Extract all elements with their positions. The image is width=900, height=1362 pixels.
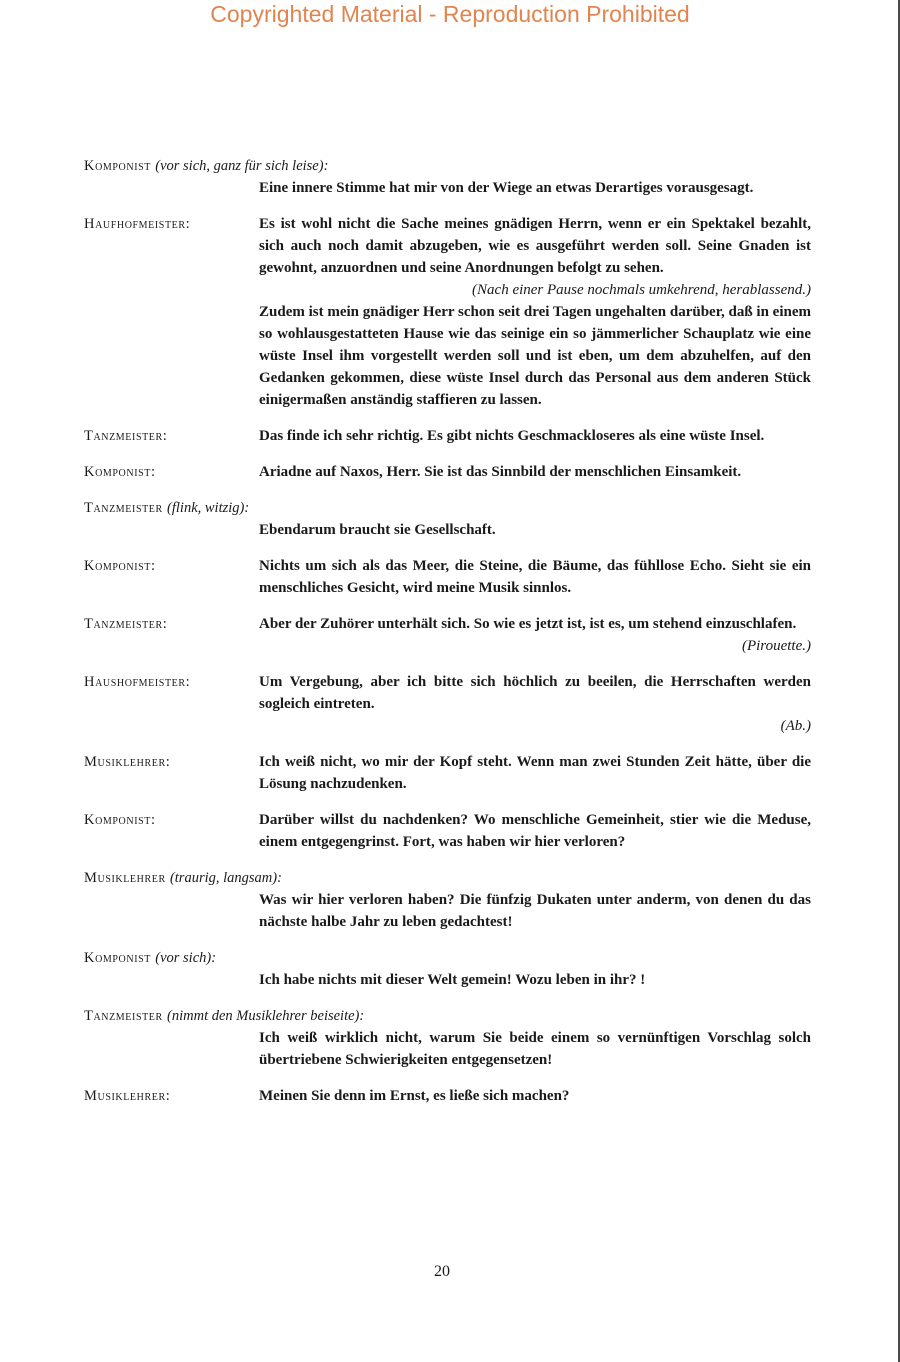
speaker-name: Komponist: [84, 812, 156, 828]
dialogue-text: Das finde ich sehr richtig. Es gibt nichts Geschmackloseres als eine wüste Insel. [259, 428, 765, 444]
dialogue-entry [84, 947, 811, 991]
speaker-name: Komponist [84, 950, 151, 966]
dialogue-text: Ebendarum braucht sie Gesellschaft. [259, 522, 496, 538]
stage-direction: (nimmt den Musiklehrer beiseite): [167, 1008, 365, 1024]
dialogue-entry [84, 1005, 811, 1071]
dialogue-entry [84, 751, 811, 795]
speaker-name: Haushofmeister: [84, 674, 191, 690]
speaker-name: Musiklehrer: [84, 754, 171, 770]
dialogue-text: Was wir hier verloren haben? Die fünfzig Dukaten unter anderm, von denen du das nächste halbe Jahr zu leben gedachtest! [259, 892, 811, 930]
stage-direction: (Nach einer Pause nochmals umkehrend, herablassend.) [472, 282, 811, 298]
dialogue-text: Ich habe nichts mit dieser Welt gemein! Wozu leben in ihr? ! [259, 972, 646, 988]
dialogue-entry [84, 671, 811, 737]
speaker-name: Tanzmeister [84, 1008, 163, 1024]
dialogue-entry [84, 867, 811, 933]
dialogue-entry [84, 555, 811, 599]
stage-direction: (Ab.) [780, 718, 811, 734]
script-text [84, 155, 811, 1121]
dialogue-entry [84, 497, 811, 541]
stage-direction: (vor sich): [155, 950, 217, 966]
speaker-name: Komponist [84, 158, 151, 174]
dialogue-text: Meinen Sie denn im Ernst, es ließe sich machen? [259, 1088, 570, 1104]
dialogue-entry [84, 155, 811, 199]
dialogue-entry [84, 613, 811, 657]
dialogue-text: Darüber willst du nachdenken? Wo menschliche Gemeinheit, stier wie die Meduse, einem entgegengrinst. Fort, was haben wir hier verloren? [259, 812, 811, 850]
dialogue-entry [84, 461, 811, 483]
dialogue-text: Ich weiß wirklich nicht, warum Sie beide einem so vernünftigen Vorschlag solch übertriebene Schwierigkeiten entgegensetzen! [259, 1030, 811, 1068]
speaker-name: Musiklehrer [84, 870, 166, 886]
speaker-name: Haufhofmeister: [84, 216, 191, 232]
stage-direction: (vor sich, ganz für sich leise): [155, 158, 329, 174]
speaker-name: Tanzmeister: [84, 428, 168, 444]
stage-direction: (Pirouette.) [741, 638, 811, 654]
dialogue-entry [84, 809, 811, 853]
dialogue-text: Um Vergebung, aber ich bitte sich höchlich zu beeilen, die Herrschaften werden sogleich eintreten. [259, 674, 811, 712]
speaker-name: Komponist: [84, 464, 156, 480]
dialogue-text: Eine innere Stimme hat mir von der Wiege an etwas Derartiges vorausgesagt. [259, 180, 754, 196]
dialogue-text: Es ist wohl nicht die Sache meines gnädigen Herrn, wenn er ein Spektakel bezahlt, sich auch noch damit abzugeben, wie es ausgeführt werden soll. Seine Gnaden ist gewohnt, anzuordnen und seine Anordnungen befolgt zu sehen. [259, 216, 811, 276]
dialogue-text: Ariadne auf Naxos, Herr. Sie ist das Sinnbild der menschlichen Einsamkeit. [259, 464, 742, 480]
dialogue-text: Ich weiß nicht, wo mir der Kopf steht. Wenn man zwei Stunden Zeit hätte, über die Lösung nachzudenken. [259, 754, 811, 792]
stage-direction: (traurig, langsam): [169, 870, 282, 886]
speaker-name: Musiklehrer: [84, 1088, 171, 1104]
speaker-name: Komponist: [84, 558, 156, 574]
dialogue-text: Nichts um sich als das Meer, die Steine, die Bäume, das fühllose Echo. Sieht sie ein menschliches Gesicht, wird meine Musik sinnlos. [259, 558, 811, 596]
dialogue-entry [84, 425, 811, 447]
dialogue-entry [84, 213, 811, 411]
dialogue-text: Aber der Zuhörer unterhält sich. So wie es jetzt ist, ist es, um stehend einzuschlafen. [259, 616, 797, 632]
page-number: 20 [434, 1263, 450, 1280]
speaker-name: Tanzmeister: [84, 616, 168, 632]
copyright-watermark: Copyrighted Material - Reproduction Prohibited [210, 1, 690, 27]
dialogue-entry [84, 1085, 811, 1107]
stage-direction: (flink, witzig): [167, 500, 250, 516]
speaker-name: Tanzmeister [84, 500, 163, 516]
dialogue-text: Zudem ist mein gnädiger Herr schon seit drei Tagen ungehalten darüber, daß in einem so wohlausgestatteten Hause wie das seinige ein so jämmerlicher Schauplatz wie eine wüste Insel ihm vorgestellt werden soll und ist eben, um dem abzuhelfen, auf den Gedanken gekommen, diese wüste Insel durch das Personal aus dem anderen Stück einigermaßen anständig staffieren zu lassen. [259, 304, 812, 408]
